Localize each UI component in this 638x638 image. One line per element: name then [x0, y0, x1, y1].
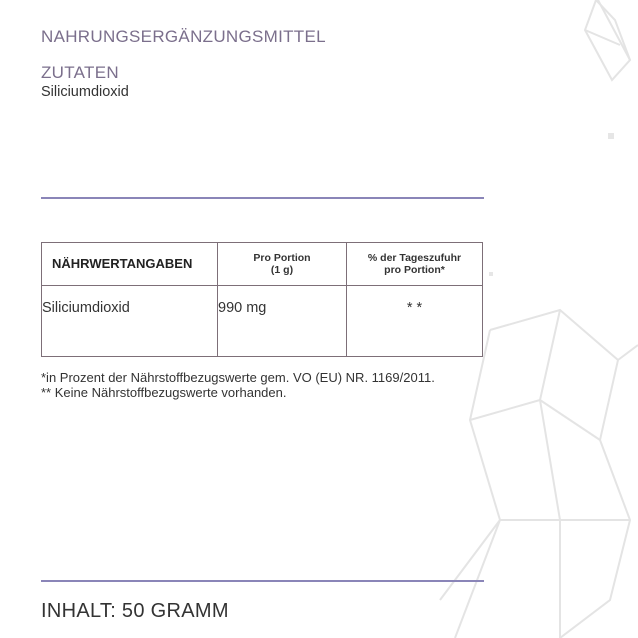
nutrient-per-portion: 990 mg — [218, 286, 347, 357]
nutrition-header-portion — [218, 243, 347, 286]
portion-header-line1: Pro Portion — [253, 252, 311, 264]
footnote-no-reference: ** Keine Nährstoffbezugswerte vorhanden. — [41, 385, 287, 400]
nutrition-table — [41, 242, 483, 357]
nutrition-header-name: NÄHRWERTANGABEN — [42, 243, 218, 286]
nutrient-daily-value: * * — [347, 286, 483, 357]
portion-header-line2: (1 g) — [270, 264, 294, 276]
nutrient-name: Siliciumdioxid — [42, 286, 218, 357]
table-row — [42, 286, 483, 357]
ingredients-value: Siliciumdioxid — [41, 84, 129, 100]
ingredients-label: ZUTATEN — [41, 63, 119, 82]
footnote-reference: *in Prozent der Nährstoffbezugswerte gem. VO (EU) NR. 1169/2011. — [41, 370, 435, 385]
nutrition-header-daily — [347, 243, 483, 286]
net-content: INHALT: 50 GRAMM — [41, 600, 229, 622]
nutrition-header-row — [42, 243, 483, 286]
divider-top — [41, 197, 484, 199]
daily-header-line2: pro Portion* — [384, 264, 445, 276]
daily-header-line1: % der Tageszufuhr — [367, 252, 462, 264]
product-category: NAHRUNGSERGÄNZUNGSMITTEL — [41, 27, 326, 46]
divider-bottom — [41, 580, 484, 582]
